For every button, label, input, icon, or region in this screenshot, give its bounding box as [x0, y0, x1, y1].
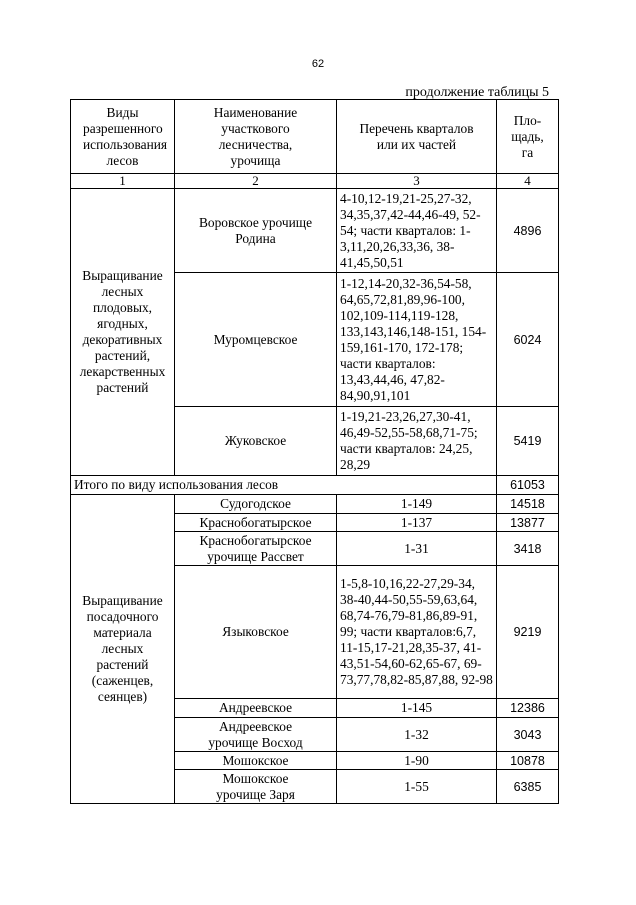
quarters-cell: 1-145 — [337, 699, 497, 718]
area-cell: 5419 — [497, 407, 559, 476]
area-cell: 3418 — [497, 532, 559, 566]
area-cell: 6385 — [497, 770, 559, 804]
header-usage-type: Виды разрешенного использования лесов — [71, 100, 175, 174]
area-cell: 10878 — [497, 752, 559, 770]
header-quarters-list: Перечень кварталов или их частей — [337, 100, 497, 174]
header-forestry-name: Наименование участкового лесничества, урочища — [175, 100, 337, 174]
forestry-name-cell: Языковское — [175, 566, 337, 699]
usage-type-cell: Выращивание лесных плодовых, ягодных, декоративных растений, лекарственных растений — [71, 189, 175, 476]
forestry-name-cell: Муромцевское — [175, 273, 337, 407]
total-label: Итого по виду использования лесов — [71, 476, 497, 495]
area-cell: 13877 — [497, 514, 559, 532]
quarters-cell: 1-149 — [337, 495, 497, 514]
total-area: 61053 — [497, 476, 559, 495]
forest-usage-table — [70, 99, 559, 804]
forestry-name-cell: Краснобогатырское — [175, 514, 337, 532]
forestry-name-cell: Жуковское — [175, 407, 337, 476]
header-area: Пло-щадь, га — [497, 100, 559, 174]
area-cell: 3043 — [497, 718, 559, 752]
quarters-cell: 1-5,8-10,16,22-27,29-34, 38-40,44-50,55-59,63,64, 68,74-76,79-81,86,89-91, 99; части кварталов:6,7, 11-15,17-21,28,35-37, 41-43,51-54,60-62,65-67, 69-73,77,78,82-85,87,88, 92-98 — [337, 566, 497, 699]
header-row — [71, 100, 559, 174]
column-number-row — [71, 174, 559, 189]
forestry-name-cell: Мошокское — [175, 752, 337, 770]
area-cell: 9219 — [497, 566, 559, 699]
table-row — [71, 189, 559, 273]
quarters-cell: 1-90 — [337, 752, 497, 770]
area-cell: 12386 — [497, 699, 559, 718]
quarters-cell: 1-32 — [337, 718, 497, 752]
forestry-name-cell: Андреевское — [175, 699, 337, 718]
area-cell: 4896 — [497, 189, 559, 273]
table-row — [71, 495, 559, 514]
area-cell: 6024 — [497, 273, 559, 407]
forestry-name-cell: Краснобогатырское урочище Рассвет — [175, 532, 337, 566]
quarters-cell: 1-19,21-23,26,27,30-41, 46,49-52,55-58,68,71-75; части кварталов: 24,25, 28,29 — [337, 407, 497, 476]
forestry-name-cell: Судогодское — [175, 495, 337, 514]
column-number: 2 — [175, 174, 337, 189]
page-number: 62 — [311, 58, 325, 70]
quarters-cell: 4-10,12-19,21-25,27-32, 34,35,37,42-44,46-49, 52-54; части кварталов: 1-3,11,20,26,33,36, 38-41,45,50,51 — [337, 189, 497, 273]
column-number: 3 — [337, 174, 497, 189]
forestry-name-cell: Мошокское урочище Заря — [175, 770, 337, 804]
forestry-name-cell: Андреевское урочище Восход — [175, 718, 337, 752]
total-row — [71, 476, 559, 495]
quarters-cell: 1-12,14-20,32-36,54-58, 64,65,72,81,89,96-100, 102,109-114,119-128, 133,143,146,148-151, 154-159,161-170, 172-178; части кварталов: 13,43,44,46, 47,82-84,90,91,101 — [337, 273, 497, 407]
quarters-cell: 1-137 — [337, 514, 497, 532]
forestry-name-cell: Воровское урочище Родина — [175, 189, 337, 273]
quarters-cell: 1-55 — [337, 770, 497, 804]
continuation-note: продолжение таблицы 5 — [405, 85, 549, 100]
usage-type-cell: Выращивание посадочного материала лесных растений (саженцев, сеянцев) — [71, 495, 175, 804]
quarters-cell: 1-31 — [337, 532, 497, 566]
area-cell: 14518 — [497, 495, 559, 514]
column-number: 1 — [71, 174, 175, 189]
column-number: 4 — [497, 174, 559, 189]
